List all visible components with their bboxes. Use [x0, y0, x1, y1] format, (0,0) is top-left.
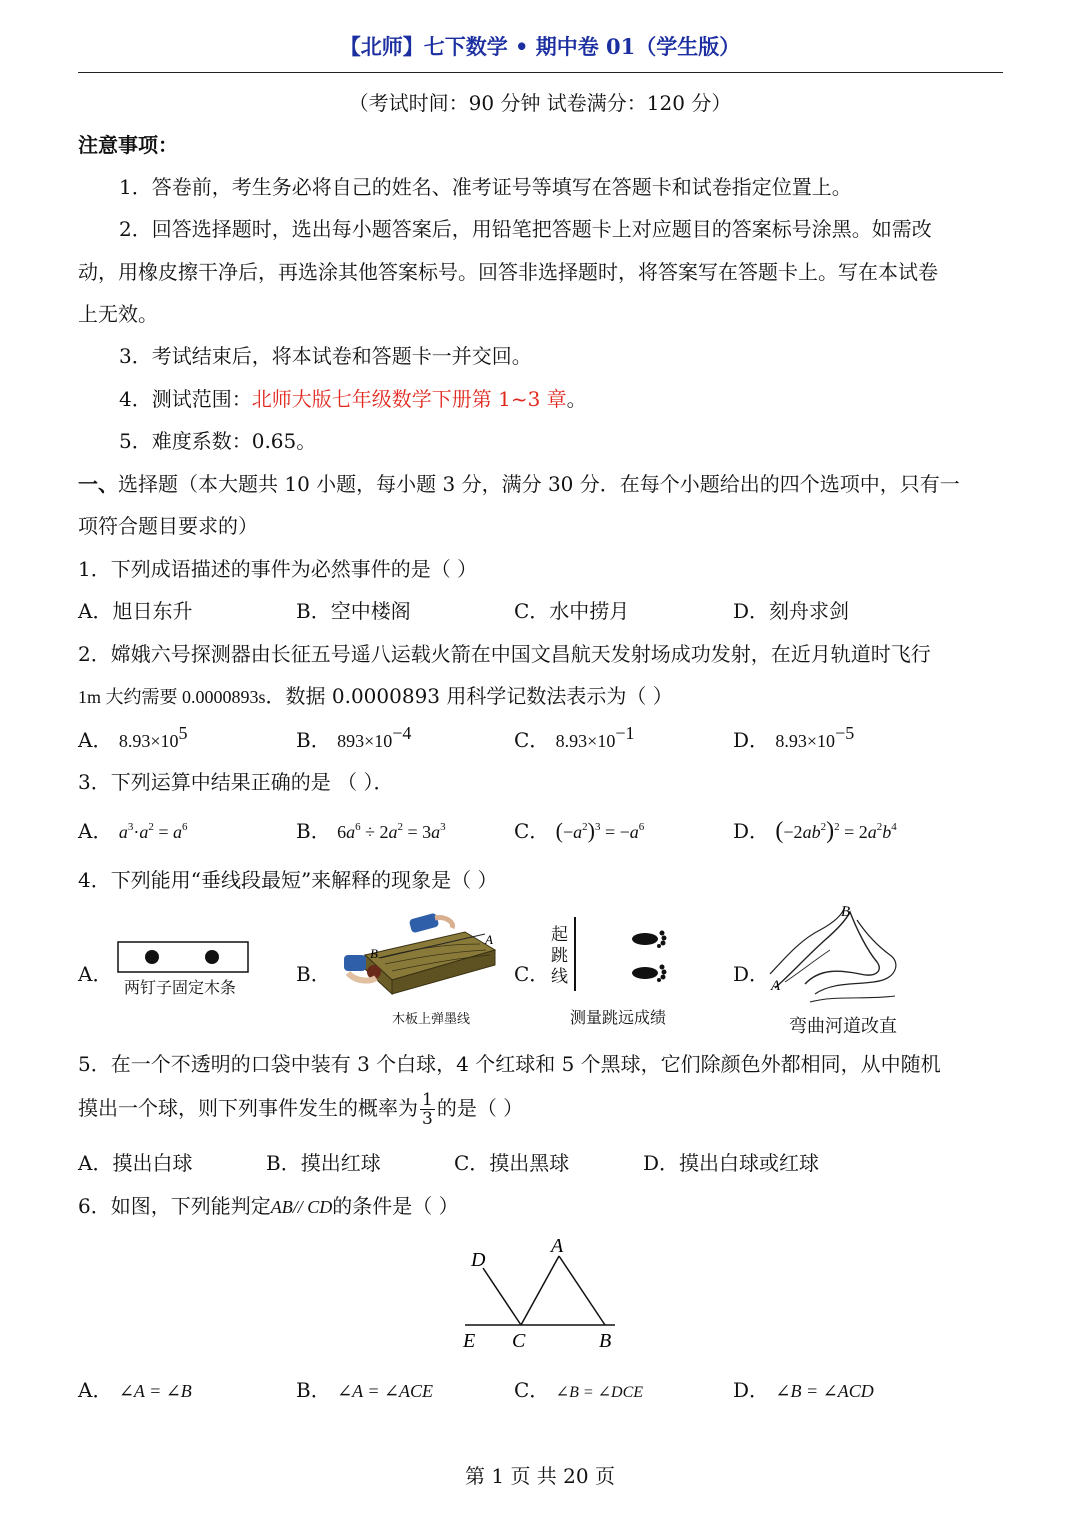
q2-option-a: [78, 724, 187, 753]
q3-option-d: [733, 815, 897, 845]
q5-stem-1: 5．在一个不透明的口袋中装有 3 个白球，4 个红球和 5 个黑球，它们除颜色外都相同，从中随机: [78, 1052, 941, 1076]
q4-label-b: B．: [296, 962, 331, 986]
q3-option-b: [296, 815, 446, 844]
wood-plank-figure: [330, 910, 510, 1000]
q2-stem-2: [78, 680, 673, 709]
q1-stem: 1．下列成语描述的事件为必然事件的是（ ）: [78, 557, 478, 581]
option-base: 8.93×10: [555, 731, 616, 751]
fraction-denominator: 3: [422, 1109, 433, 1129]
scope-end: 。: [566, 387, 587, 411]
option-exp: 5: [178, 723, 188, 743]
scope-value: 北师大版七年级数学下册第 1~3 章: [251, 387, 567, 411]
scope-label: 4．测试范围：: [119, 387, 252, 411]
q4-caption-d: 弯曲河道改直: [789, 1016, 897, 1037]
q1-option-b: B．空中楼阁: [296, 599, 411, 623]
page-title: 【北师】七下数学 • 期中卷 01（学生版）: [339, 34, 741, 59]
q2-stem-1: 2．嫦娥六号探测器由长征五号遥八运载火箭在中国文昌航天发射场成功发射，在近月轨道时飞行: [78, 642, 931, 666]
q4-caption-c: 测量跳远成绩: [570, 1008, 667, 1027]
notice-item-2-end: 上无效。: [78, 302, 158, 326]
notice-item-4: [119, 383, 587, 412]
option-exp: −4: [392, 723, 412, 743]
option-exp: −1: [615, 723, 635, 743]
q6-stem: [78, 1190, 459, 1219]
page-number: 第 1 页 共 20 页: [465, 1464, 615, 1488]
q6-option-d: [733, 1374, 874, 1403]
probability-fraction: [420, 1091, 435, 1128]
notice-item-3: 3．考试结束后，将本试卷和答题卡一并交回。: [119, 344, 532, 368]
section-line2: 项符合题目要求的）: [78, 514, 258, 538]
section-heading: [78, 468, 960, 497]
q2-option-d: [733, 724, 854, 753]
option-expr: ∠B = ∠ACD: [775, 1381, 874, 1401]
nail-board-figure: [112, 938, 252, 976]
q3-expr-b: $6a^6 \div 2a^2 = 3a^3$: [337, 821, 446, 842]
exam-info: （考试时间：90 分钟 试卷满分：120 分）: [348, 91, 732, 115]
q5-option-d: D．摸出白球或红球: [643, 1151, 820, 1175]
q6-option-a: [78, 1374, 192, 1403]
q5-option-a: A．摸出白球: [78, 1151, 193, 1175]
q3-stem: 3．下列运算中结果正确的是 （ ）．: [78, 770, 394, 794]
point-c: C: [512, 1330, 526, 1352]
option-exp: −5: [835, 723, 855, 743]
option-base: 8.93×10: [118, 731, 179, 751]
option-label: C．: [514, 819, 550, 843]
q3-expr-d: $(-2ab^2)^2 = 2a^2b^4$: [775, 818, 897, 844]
q4-label-a: A．: [78, 962, 113, 986]
jump-char: 跳: [551, 946, 568, 966]
q4-caption-a: 两钉子固定木条: [124, 978, 237, 997]
point-a: A: [551, 1235, 564, 1257]
option-label: C．: [514, 728, 550, 752]
point-a-label: A: [485, 932, 493, 947]
q1-option-c: C．水中捞月: [514, 599, 630, 623]
point-e: E: [463, 1330, 476, 1352]
q2-option-c: [514, 724, 634, 753]
q5-stem-2b: 的是（ ）: [436, 1096, 524, 1120]
q6-option-b: [296, 1374, 433, 1403]
option-label: D．: [733, 819, 770, 843]
footprints-figure: [570, 915, 680, 995]
option-base: 8.93×10: [775, 731, 836, 751]
q4-label-d: D．: [733, 962, 770, 986]
option-base: 893×10: [337, 731, 393, 751]
q2-option-b: [296, 724, 411, 753]
option-label: A．: [78, 819, 113, 843]
notice-item-2: 2．回答选择题时，选出每小题答案后，用铅笔把答题卡上对应题目的答案标号涂黑。如需改: [119, 217, 932, 241]
jump-line-label: [551, 925, 569, 988]
river-point-b: B: [841, 904, 851, 920]
q2-stem-2b: ．数据 0.0000893 用科学记数法表示为（ ）: [265, 684, 673, 708]
option-expr: ∠A = ∠B: [118, 1381, 192, 1401]
q6-stem-b: 的条件是（ ）: [332, 1194, 459, 1218]
option-label: D．: [733, 728, 770, 752]
option-label: A．: [78, 1378, 113, 1402]
notice-item-1: 1．答卷前，考生务必将自己的姓名、准考证号等填写在答题卡和试卷指定位置上。: [119, 175, 852, 199]
option-label: B．: [296, 728, 331, 752]
notice-heading: 注意事项：: [78, 133, 178, 157]
header-divider: [78, 72, 1003, 73]
fraction-numerator: 1: [422, 1090, 433, 1110]
q3-expr-a: $a^3\cdot a^2 = a^6$: [118, 821, 188, 842]
option-expr: ∠A = ∠ACE: [337, 1381, 434, 1401]
q6-stem-math: AB// CD: [270, 1197, 333, 1217]
q1-option-a: A．旭日东升: [78, 599, 193, 623]
option-label: B．: [296, 1378, 331, 1402]
q3-option-a: [78, 815, 187, 844]
q4-stem: 4．下列能用“垂线段最短”来解释的现象是（ ）: [78, 868, 498, 892]
jump-char: 起: [551, 925, 568, 945]
q4-label-c: C．: [514, 962, 550, 986]
option-label: C．: [514, 1378, 550, 1402]
q5-stem-2a: 摸出一个球，则下列事件发生的概率为: [78, 1096, 418, 1120]
section-line1: 选择题（本大题共 10 小题，每小题 3 分，满分 30 分．在每个小题给出的四个选项中，只有一: [118, 472, 960, 496]
q3-option-c: [514, 815, 644, 844]
jump-char: 线: [551, 967, 568, 987]
q2-data-expr: 1m 大约需要 0.0000893s: [78, 687, 266, 707]
q6-stem-a: 6．如图，下列能判定: [78, 1194, 271, 1218]
option-label: A．: [78, 728, 113, 752]
notice-item-2-cont: 动，用橡皮擦干净后，再选涂其他答案标号。回答非选择题时，将答案写在答题卡上。写在本试卷: [78, 260, 938, 284]
river-point-a: A: [771, 978, 781, 994]
q3-expr-c: $(-a^2)^3 = -a^6$: [555, 818, 645, 843]
q1-option-d: D．刻舟求剑: [733, 599, 850, 623]
q5-option-c: C．摸出黑球: [454, 1151, 570, 1175]
q5-option-b: B．摸出红球: [266, 1151, 381, 1175]
option-label: B．: [296, 819, 331, 843]
notice-item-5: 5．难度系数：0.65。: [119, 429, 317, 453]
section-prefix: 一、: [78, 472, 118, 496]
geometry-figure: [455, 1228, 630, 1358]
river-figure: [765, 900, 905, 1012]
q5-stem-2: [78, 1087, 523, 1129]
q6-option-c: [514, 1374, 643, 1403]
point-b: B: [599, 1330, 612, 1352]
q4-caption-b: 木板上弹墨线: [392, 1012, 471, 1027]
option-expr: ∠B = ∠DCE: [555, 1384, 644, 1401]
point-b-label: B: [370, 946, 378, 961]
point-d: D: [471, 1249, 486, 1271]
option-label: D．: [733, 1378, 770, 1402]
